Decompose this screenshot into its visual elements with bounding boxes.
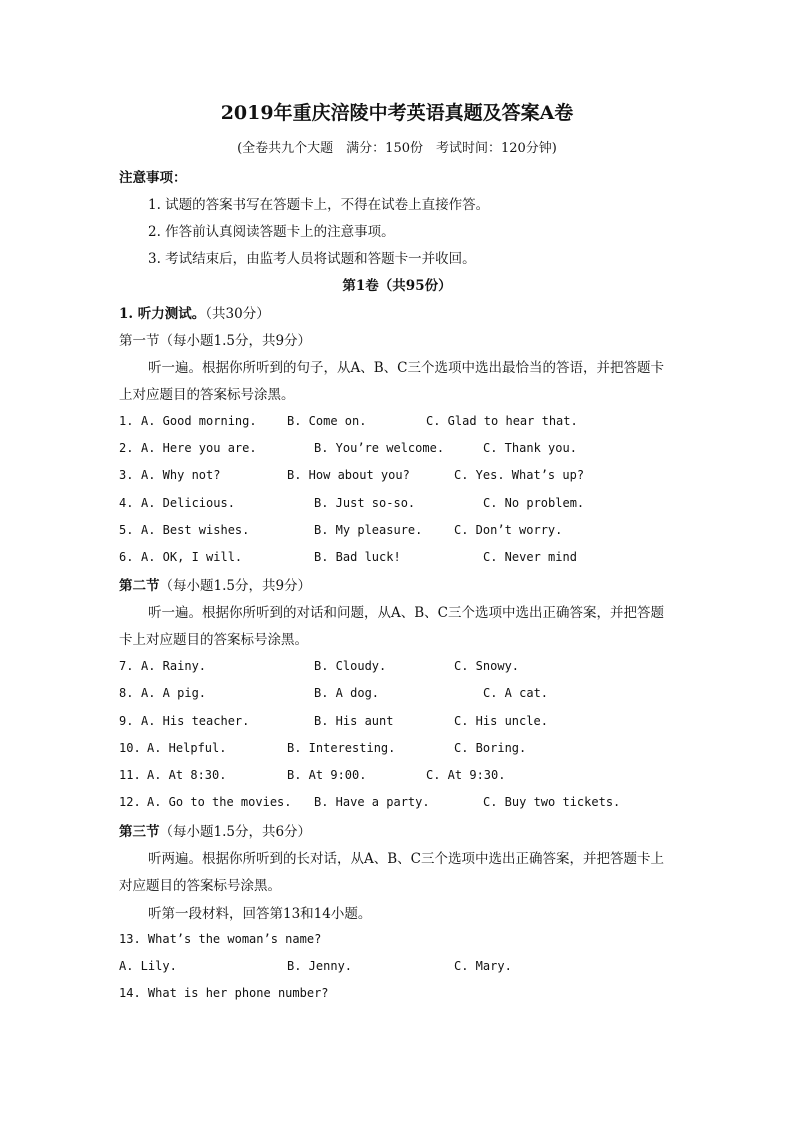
option-b: B. His aunt: [314, 714, 394, 728]
section3-title: 第三节: [119, 824, 160, 840]
section1-title: 第一节: [119, 333, 160, 349]
question-text: 14. What is her phone number?: [119, 986, 329, 1000]
section3-heading: [119, 820, 311, 840]
question-number: 5.: [119, 523, 134, 537]
option-a: A. Rainy.: [141, 659, 207, 673]
option-c: C. Yes. What’s up?: [454, 468, 585, 482]
section2-title: 第二节: [119, 578, 160, 594]
option-b: B. My pleasure.: [314, 523, 423, 537]
option-a: A. At 8:30.: [147, 768, 227, 782]
section3-material: 听第一段材料，回答第13和14小题。: [148, 906, 372, 922]
option-c: C. Snowy.: [454, 659, 520, 673]
option-b: B. Come on.: [287, 414, 367, 428]
option-b: B. Interesting.: [287, 741, 396, 755]
question-number: 1.: [119, 414, 134, 428]
option-b: B. A dog.: [314, 686, 380, 700]
option-c: C. Thank you.: [483, 441, 577, 455]
option-c: C. At 9:30.: [426, 768, 506, 782]
option-a: A. Go to the movies.: [147, 795, 292, 809]
notice-heading: 注意事项：: [119, 170, 187, 186]
question-number: 11.: [119, 768, 141, 782]
option-a: A. Why not?: [141, 468, 221, 482]
question-number: 2.: [119, 441, 134, 455]
option-b: B. You’re welcome.: [314, 441, 445, 455]
section2-info: （每小题1.5分，共9分）: [159, 578, 312, 594]
notice-item: 1. 试题的答案书写在答题卡上，不得在试卷上直接作答。: [148, 197, 490, 213]
option-c: C. Glad to hear that.: [426, 414, 578, 428]
question-number: 12.: [119, 795, 141, 809]
option-a: A. Here you are.: [141, 441, 257, 455]
option-c: C. His uncle.: [454, 714, 548, 728]
question-number: 7.: [119, 659, 134, 673]
part1-heading-main: 1. 听力测试。: [119, 306, 206, 322]
option-a: A. Delicious.: [141, 496, 235, 510]
part1-heading-suffix: （共30分）: [205, 306, 270, 322]
question-number: 3.: [119, 468, 134, 482]
page-title: 2019年重庆涪陵中考英语真题及答案A卷: [220, 102, 574, 124]
section3-info: （每小题1.5分，共6分）: [159, 824, 312, 840]
question-number: 4.: [119, 496, 134, 510]
section2-instruction: 卡上对应题目的答案标号涂黑。: [119, 632, 308, 648]
section2-heading: [119, 574, 311, 594]
section3-instruction: 对应题目的答案标号涂黑。: [119, 878, 281, 894]
section3-instruction: 听两遍。根据你所听到的长对话，从A、B、C三个选项中选出正确答案，并把答题卡上: [148, 851, 664, 867]
volume-heading: 第1卷（共95份）: [342, 278, 452, 294]
option-c: C. Buy two tickets.: [483, 795, 621, 809]
option-a: A. A pig.: [141, 686, 207, 700]
option-c: C. Boring.: [454, 741, 527, 755]
option-c: C. Don’t worry.: [454, 523, 563, 537]
part1-heading: [119, 302, 270, 322]
exam-subtitle: (全卷共九个大题 满分：150份 考试时间：120分钟): [237, 141, 557, 156]
option-b: B. Jenny.: [287, 959, 353, 973]
question-number: 6.: [119, 550, 134, 564]
section1-instruction: 听一遍。根据你所听到的句子，从A、B、C三个选项中选出最恰当的答语，并把答题卡: [148, 360, 664, 376]
notice-item: 3. 考试结束后，由监考人员将试题和答题卡一并收回。: [148, 251, 476, 267]
question-text: 13. What’s the woman’s name?: [119, 932, 322, 946]
option-b: B. At 9:00.: [287, 768, 367, 782]
option-a: A. His teacher.: [141, 714, 250, 728]
section1-heading: [119, 329, 311, 349]
option-a: A. Good morning.: [141, 414, 257, 428]
option-a: A. Best wishes.: [141, 523, 250, 537]
question-number: 9.: [119, 714, 134, 728]
option-b: B. Have a party.: [314, 795, 430, 809]
option-b: B. Cloudy.: [314, 659, 387, 673]
option-a: A. Lily.: [119, 959, 177, 973]
question-number: 8.: [119, 686, 134, 700]
option-b: B. Bad luck!: [314, 550, 401, 564]
section1-instruction: 上对应题目的答案标号涂黑。: [119, 387, 295, 403]
option-c: C. No problem.: [483, 496, 585, 510]
option-a: A. OK, I will.: [141, 550, 243, 564]
section2-instruction: 听一遍。根据你所听到的对话和问题，从A、B、C三个选项中选出正确答案，并把答题: [148, 605, 664, 621]
section1-info: （每小题1.5分，共9分）: [159, 333, 312, 349]
option-c: C. Mary.: [454, 959, 512, 973]
option-c: C. Never mind: [483, 550, 577, 564]
option-a: A. Helpful.: [147, 741, 227, 755]
option-b: B. Just so-so.: [314, 496, 416, 510]
notice-item: 2. 作答前认真阅读答题卡上的注意事项。: [148, 224, 395, 240]
option-b: B. How about you?: [287, 468, 410, 482]
option-c: C. A cat.: [483, 686, 549, 700]
question-number: 10.: [119, 741, 141, 755]
